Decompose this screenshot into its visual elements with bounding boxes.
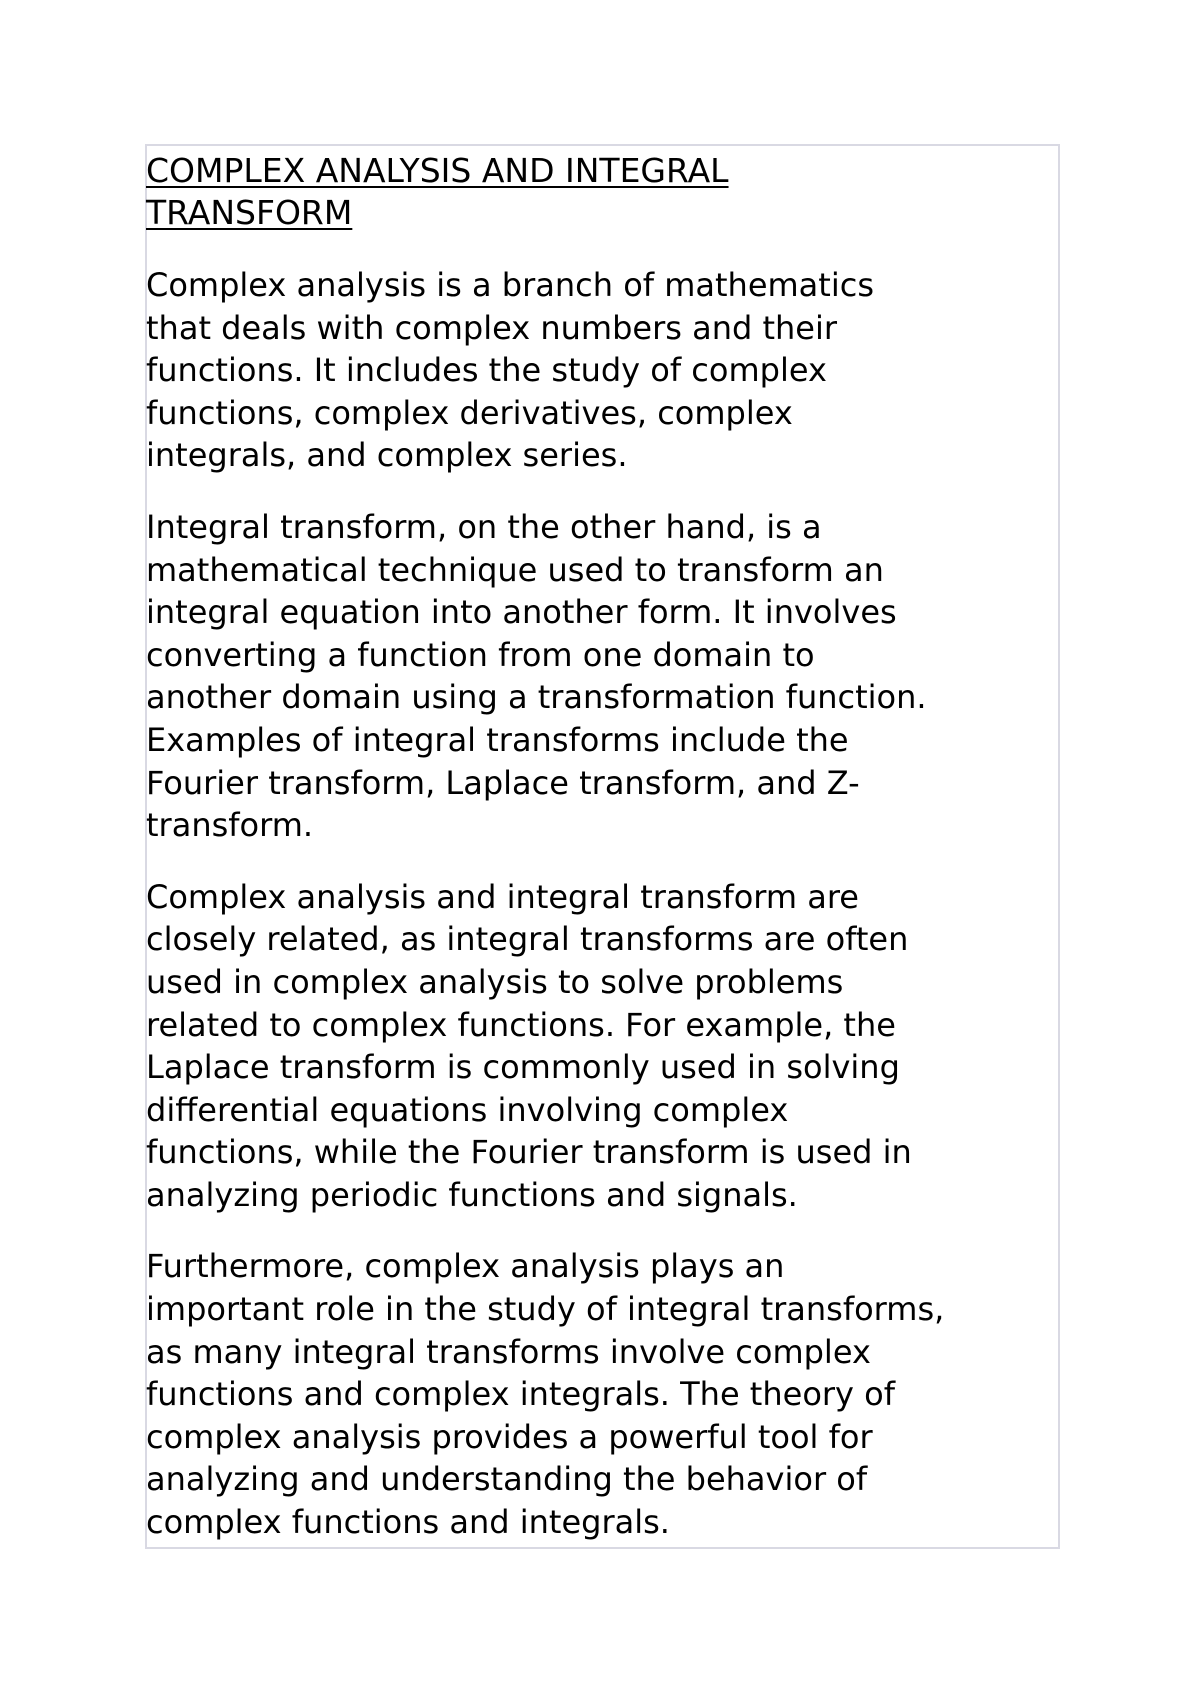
paragraph-line: closely related, as integral transforms are often (146, 920, 909, 959)
paragraph-line: functions, complex derivatives, complex (146, 393, 793, 432)
paragraph-line: Furthermore, complex analysis plays an (146, 1247, 785, 1286)
paragraph-line: Laplace transform is commonly used in solving (146, 1048, 900, 1087)
paragraph-line: another domain using a transformation function. (146, 678, 927, 717)
paragraph-line: complex analysis provides a powerful tool for (146, 1417, 873, 1456)
paragraph-line: important role in the study of integral transforms, (146, 1290, 945, 1329)
paragraph-line: Complex analysis is a branch of mathematics (146, 266, 874, 304)
title-line: COMPLEX ANALYSIS AND INTEGRAL (146, 151, 729, 190)
paragraph-line: converting a function from one domain to (146, 635, 815, 674)
paragraph-line: Integral transform, on the other hand, is a (146, 507, 822, 546)
title-line: TRANSFORM (146, 193, 353, 232)
paragraph-furthermore (146, 1245, 1066, 1543)
paragraph-line: Complex analysis and integral transform are (146, 877, 859, 916)
paragraph-line: related to complex functions. For example, the (146, 1005, 896, 1044)
paragraph-line: integrals, and complex series. (146, 436, 628, 475)
paragraph-line: integral equation into another form. It involves (146, 593, 897, 632)
paragraph-line: as many integral transforms involve complex (146, 1332, 871, 1371)
paragraph-line: functions. It includes the study of complex (146, 351, 827, 390)
paragraph-line: mathematical technique used to transform an (146, 550, 884, 589)
document-content (146, 150, 1066, 1544)
paragraph-relationship (146, 876, 1066, 1217)
document-title (146, 150, 1066, 234)
paragraph-line: that deals with complex numbers and their (146, 308, 838, 347)
paragraph-line: analyzing periodic functions and signals. (146, 1175, 798, 1214)
paragraph-complex-analysis (146, 264, 1066, 477)
paragraph-line: differential equations involving complex (146, 1090, 789, 1129)
paragraph-line: complex functions and integrals. (146, 1503, 670, 1542)
paragraph-line: Examples of integral transforms include the (146, 720, 849, 759)
paragraph-line: functions and complex integrals. The theory of (146, 1375, 895, 1414)
paragraph-line: functions, while the Fourier transform is used in (146, 1133, 912, 1172)
paragraph-line: analyzing and understanding the behavior of (146, 1460, 868, 1499)
paragraph-integral-transform (146, 506, 1066, 847)
paragraph-line: transform. (146, 806, 314, 845)
paragraph-line: used in complex analysis to solve problems (146, 962, 844, 1001)
paragraph-line: Fourier transform, Laplace transform, and Z- (146, 763, 860, 802)
